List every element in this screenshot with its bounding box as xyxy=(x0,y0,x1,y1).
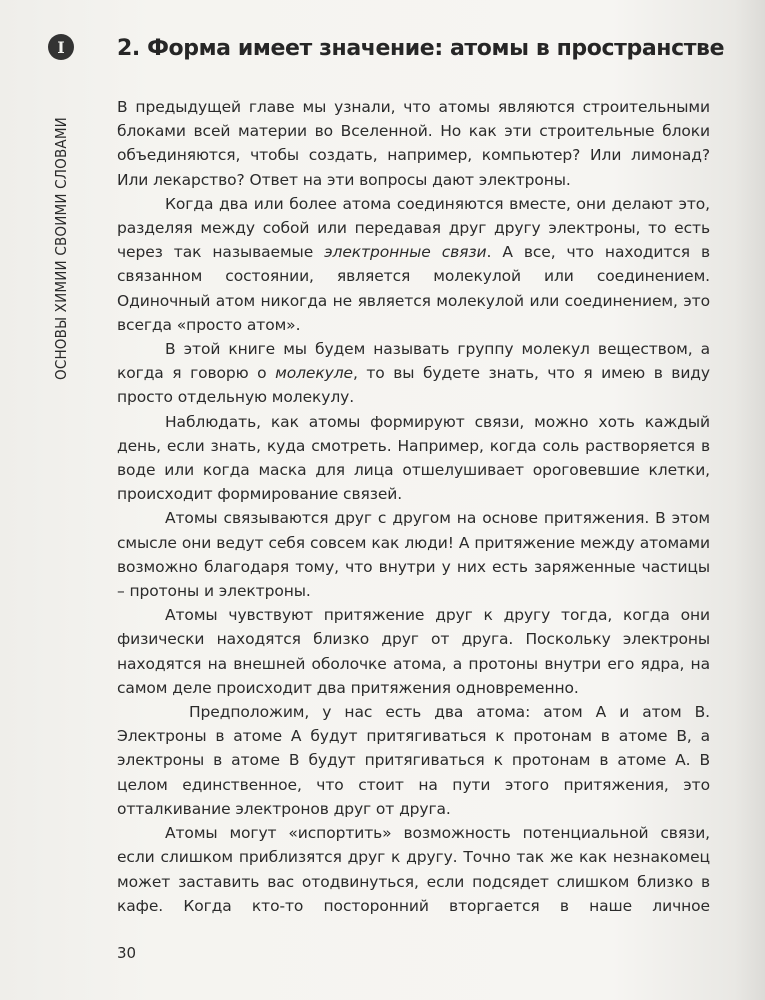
italic-term: электронные связи xyxy=(324,243,487,262)
paragraph-5: Атомы связываются друг с другом на основе притяжения. В этом смысле они ведут себя совсем как люди! А притяжение между атомами возможно благодаря тому, что внутри у них есть заряженные частицы – протоны и электроны. xyxy=(117,509,710,601)
section-title: 2. Форма имеет значение: атомы в пространстве xyxy=(117,36,725,61)
running-head: ОСНОВЫ ХИМИИ СВОИМИ СЛОВАМИ xyxy=(52,117,70,380)
paragraph-6: Атомы чувствуют притяжение друг к другу тогда, когда они физически находятся близко друг от друга. Поскольку электроны находятся на внешней оболочке атома, а протоны внутри его ядра, на самом деле происходит два притяжения одновременно. xyxy=(117,606,710,697)
body-text xyxy=(117,95,710,918)
paragraph-8: Атомы могут «испортить» возможность потенциальной связи, если слишком приблизятся друг к другу. Точно так же как незнакомец может заставить вас отодвинуться, если подсядет слишком близко в кафе. Когда кто-то посторонний вторгается в наше личное xyxy=(117,824,710,915)
chapter-number-badge: I xyxy=(48,34,74,60)
paragraph-1: В предыдущей главе мы узнали, что атомы являются строительными блоками всей материи во Вселенной. Но как эти строительные блоки объединяются, чтобы создать, например, компьютер? Или лимонад? Или лекарство? Ответ на эти вопросы дают электроны. xyxy=(117,98,710,189)
italic-term: молекуле xyxy=(275,364,353,383)
paragraph-3: В этой книге мы будем называть группу молекул веществом, а когда я говорю о молекуле, то вы будете знать, что я имею в виду просто отдельную молекулу. xyxy=(117,340,710,407)
paragraph-2: Когда два или более атома соединяются вместе, они делают это, разделяя между собой или передавая друг другу электроны, то есть через так называемые электронные связи. А все, что находится в связанном состоянии, является молекулой или соединением. Одиночный атом никогда не является молекулой или соединением, это всегда «просто атом». xyxy=(117,194,710,334)
chapter-sidebar xyxy=(44,34,78,380)
paragraph-4: Наблюдать, как атомы формируют связи, можно хоть каждый день, если знать, куда смотреть. Например, когда соль растворяется в воде или когда маска для лица отшелушивает ороговевшие клетки, происходит формирование связей. xyxy=(117,412,710,504)
page-number: 30 xyxy=(117,944,137,962)
paragraph-7: Предположим, у нас есть два атома: атом А и атом В. Электроны в атоме А будут притягиваться к протонам в атоме В, а электроны в атоме В будут притягиваться к протонам в атоме А. В целом единственное, что стоит на пути этого притяжения, это отталкивание электронов друг от друга. xyxy=(117,703,710,818)
